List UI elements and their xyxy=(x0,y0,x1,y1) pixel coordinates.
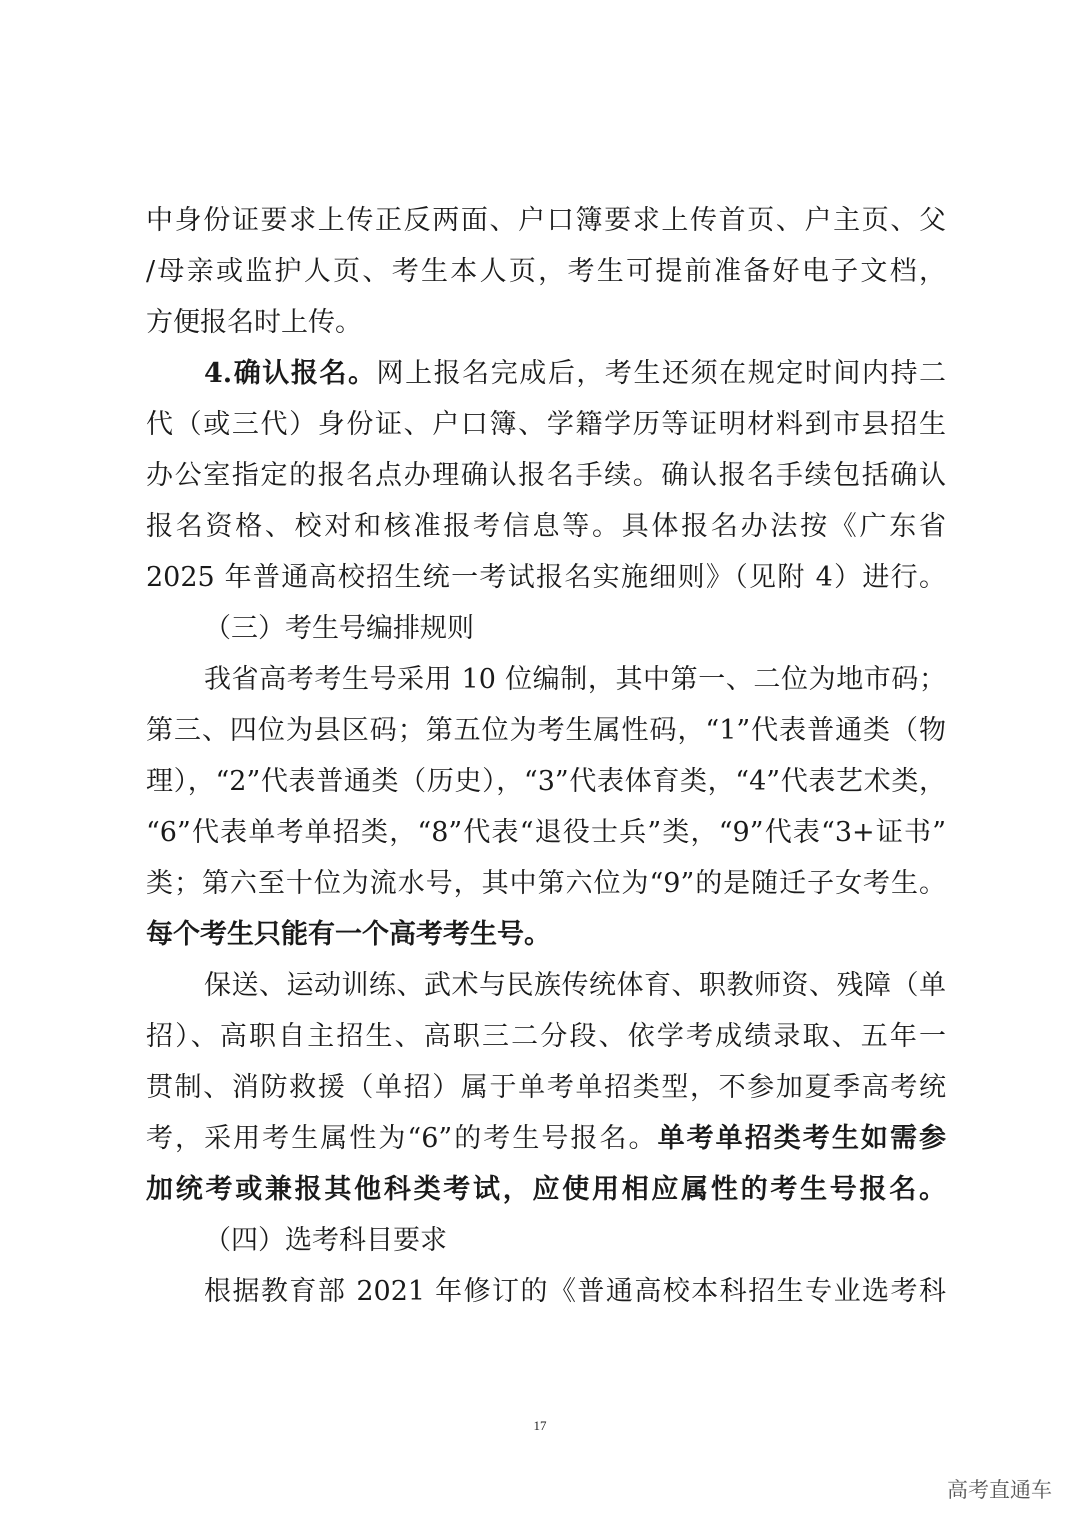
text-segment: “6”代表单考单招类，“8”代表“退役士兵”类，“9”代表“3+证书” xyxy=(146,817,946,848)
text-segment: 我省高考考生号采用 10 位编制，其中第一、二位为地市码； xyxy=(204,664,946,695)
text-segment: 类；第六至十位为流水号，其中第六位为“9”的是随迁子女考生。 xyxy=(146,868,946,899)
text-line xyxy=(146,1062,946,1113)
text-line xyxy=(146,858,946,909)
bold-text: 单考单招类考生如需参 xyxy=(657,1123,946,1154)
text-line xyxy=(146,246,946,297)
page-number: 17 xyxy=(533,1418,547,1433)
text-line xyxy=(146,1266,946,1317)
text-segment: （三）考生号编排规则 xyxy=(204,613,474,644)
text-segment: 网上报名完成后，考生还须在规定时间内持二 xyxy=(376,358,947,389)
text-segment: 考，采用考生属性为“6”的考生号报名。 xyxy=(146,1123,658,1154)
text-line xyxy=(146,807,946,858)
text-segment: 中身份证要求上传正反两面、户口簿要求上传首页、户主页、父 xyxy=(146,205,946,236)
text-line xyxy=(146,297,946,348)
bold-text: 4.确认报名。 xyxy=(204,358,377,389)
text-line xyxy=(146,603,946,654)
text-segment: /母亲或监护人页、考生本人页，考生可提前准备好电子文档， xyxy=(146,256,946,287)
text-segment: 招）、高职自主招生、高职三二分段、依学考成绩录取、五年一 xyxy=(146,1021,946,1052)
text-segment: 根据教育部 2021 年修订的《普通高校本科招生专业选考科 xyxy=(204,1276,946,1307)
text-line xyxy=(146,654,946,705)
text-line xyxy=(146,552,946,603)
text-line xyxy=(146,450,946,501)
text-segment: 保送、运动训练、武术与民族传统体育、职教师资、残障（单 xyxy=(204,970,946,1001)
text-line xyxy=(146,348,946,399)
text-line xyxy=(146,960,946,1011)
text-line xyxy=(146,1215,946,1266)
text-line xyxy=(146,1113,946,1164)
text-line xyxy=(146,705,946,756)
text-line xyxy=(146,756,946,807)
text-segment: 贯制、消防救援（单招）属于单考单招类型，不参加夏季高考统 xyxy=(146,1072,946,1103)
text-line xyxy=(146,1164,946,1215)
text-line xyxy=(146,195,946,246)
bold-text: 加统考或兼报其他科类考试，应使用相应属性的考生号报名。 xyxy=(146,1174,946,1205)
text-segment: 代（或三代）身份证、户口簿、学籍学历等证明材料到市县招生 xyxy=(146,409,946,440)
text-line xyxy=(146,909,946,960)
text-segment: 办公室指定的报名点办理确认报名手续。确认报名手续包括确认 xyxy=(146,460,946,491)
text-line xyxy=(146,399,946,450)
watermark: 高考直通车 xyxy=(947,1478,1052,1502)
text-line xyxy=(146,501,946,552)
document-body xyxy=(146,195,946,1317)
bold-text: 每个考生只能有一个高考考生号。 xyxy=(146,919,551,950)
text-segment: 第三、四位为县区码；第五位为考生属性码，“1”代表普通类（物 xyxy=(146,715,946,746)
text-segment: 2025 年普通高校招生统一考试报名实施细则》（见附 4）进行。 xyxy=(146,562,946,593)
text-segment: （四）选考科目要求 xyxy=(204,1225,447,1256)
text-segment: 方便报名时上传。 xyxy=(146,307,362,338)
text-segment: 报名资格、校对和核准报考信息等。具体报名办法按《广东省 xyxy=(146,511,946,542)
text-line xyxy=(146,1011,946,1062)
text-segment: 理），“2”代表普通类（历史），“3”代表体育类，“4”代表艺术类， xyxy=(146,766,946,797)
